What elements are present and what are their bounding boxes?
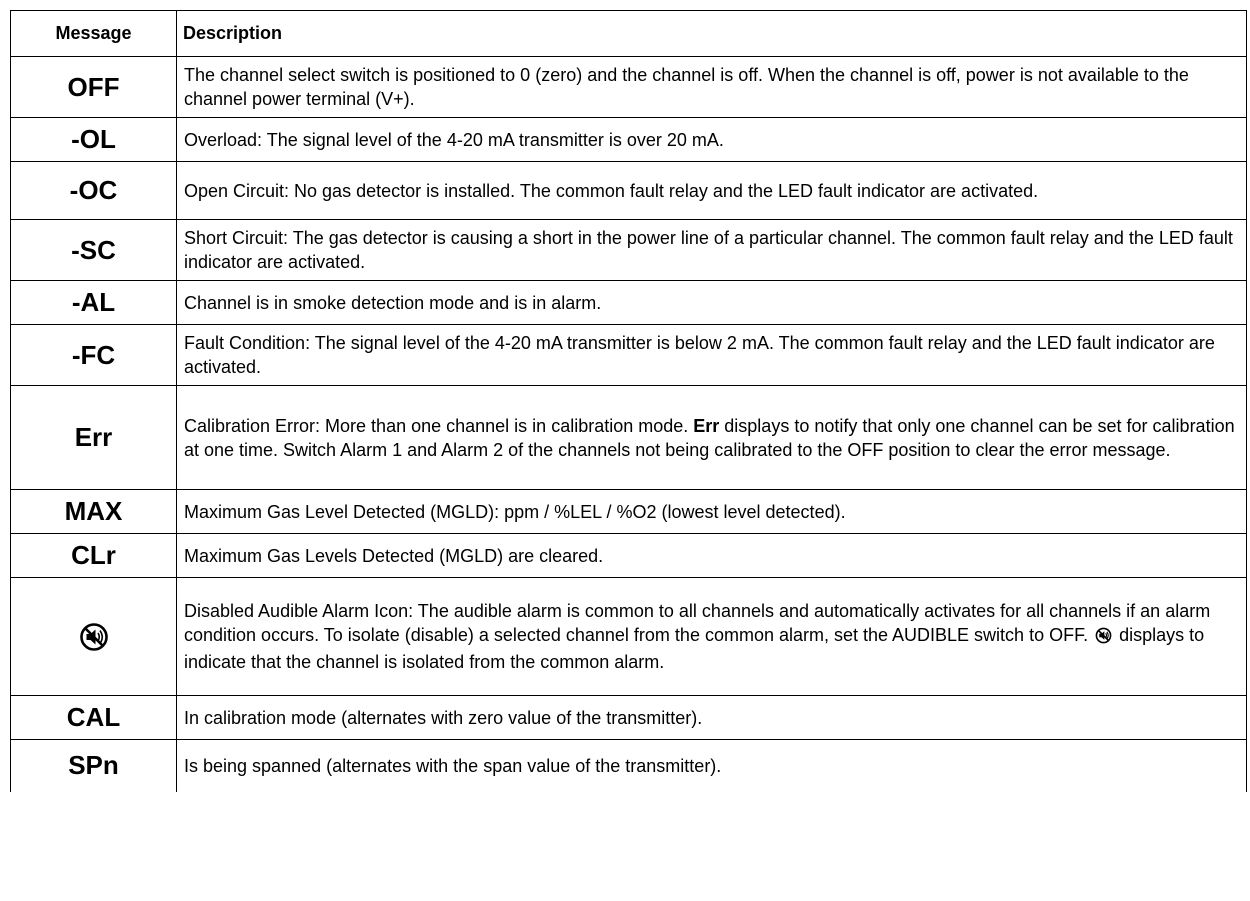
description-text: Disabled Audible Alarm Icon: The audible alarm is common to all channels and automatically activates for all channels if an alarm condition occurs. To isolate (disable) a selected channel from the common alarm, set the AUDIBLE switch to OFF. xyxy=(184,601,1211,645)
message-code: -SC xyxy=(11,220,177,281)
table-row xyxy=(11,740,1247,792)
table-row xyxy=(11,490,1247,534)
message-code: -FC xyxy=(11,325,177,386)
table-row xyxy=(11,578,1247,696)
description-text: displays to indicate that the channel is isolated from the common alarm. xyxy=(184,625,1205,672)
message-description: Is being spanned (alternates with the span value of the transmitter). xyxy=(177,740,1247,792)
message-code: -AL xyxy=(11,281,177,325)
column-header-description: Description xyxy=(177,11,1247,57)
message-code: CLr xyxy=(11,534,177,578)
message-code: OFF xyxy=(11,57,177,118)
table-row xyxy=(11,57,1247,118)
disabled-audible-alarm-icon xyxy=(11,622,176,652)
message-description: Short Circuit: The gas detector is causing a short in the power line of a particular channel. The common fault relay and the LED fault indicator are activated. xyxy=(177,220,1247,281)
message-description: Maximum Gas Levels Detected (MGLD) are cleared. xyxy=(177,534,1247,578)
message-code: CAL xyxy=(11,696,177,740)
column-header-message: Message xyxy=(11,11,177,57)
table-row xyxy=(11,386,1247,490)
disabled-audible-alarm-icon xyxy=(1095,626,1112,650)
message-description xyxy=(177,386,1247,490)
table-row xyxy=(11,696,1247,740)
description-text: displays to notify that only one channel can be set for calibration at one time. Switch Alarm 1 and Alarm 2 of the channels not being calibrated to the OFF position to clear the error message. xyxy=(184,415,1235,460)
message-description: Maximum Gas Level Detected (MGLD): ppm / %LEL / %O2 (lowest level detected). xyxy=(177,490,1247,534)
table-row xyxy=(11,118,1247,162)
message-code: -OC xyxy=(11,162,177,220)
message-description: Open Circuit: No gas detector is installed. The common fault relay and the LED fault indicator are activated. xyxy=(177,162,1247,220)
table-row xyxy=(11,162,1247,220)
message-code: Err xyxy=(11,386,177,490)
message-icon-cell xyxy=(11,578,177,696)
message-description: Channel is in smoke detection mode and is in alarm. xyxy=(177,281,1247,325)
table-row xyxy=(11,220,1247,281)
table-header-row xyxy=(11,11,1247,57)
description-text: Calibration Error: More than one channel is in calibration mode. xyxy=(184,415,694,436)
message-code: -OL xyxy=(11,118,177,162)
message-description: Fault Condition: The signal level of the 4-20 mA transmitter is below 2 mA. The common fault relay and the LED fault indicator are activated. xyxy=(177,325,1247,386)
message-description xyxy=(177,578,1247,696)
message-description: Overload: The signal level of the 4-20 mA transmitter is over 20 mA. xyxy=(177,118,1247,162)
message-table xyxy=(10,10,1247,792)
message-description: In calibration mode (alternates with zero value of the transmitter). xyxy=(177,696,1247,740)
table-row xyxy=(11,325,1247,386)
table-row xyxy=(11,534,1247,578)
message-code: SPn xyxy=(11,740,177,792)
table-row xyxy=(11,281,1247,325)
message-code: MAX xyxy=(11,490,177,534)
message-description: The channel select switch is positioned to 0 (zero) and the channel is off. When the channel is off, power is not available to the channel power terminal (V+). xyxy=(177,57,1247,118)
description-bold-text: Err xyxy=(693,415,720,436)
